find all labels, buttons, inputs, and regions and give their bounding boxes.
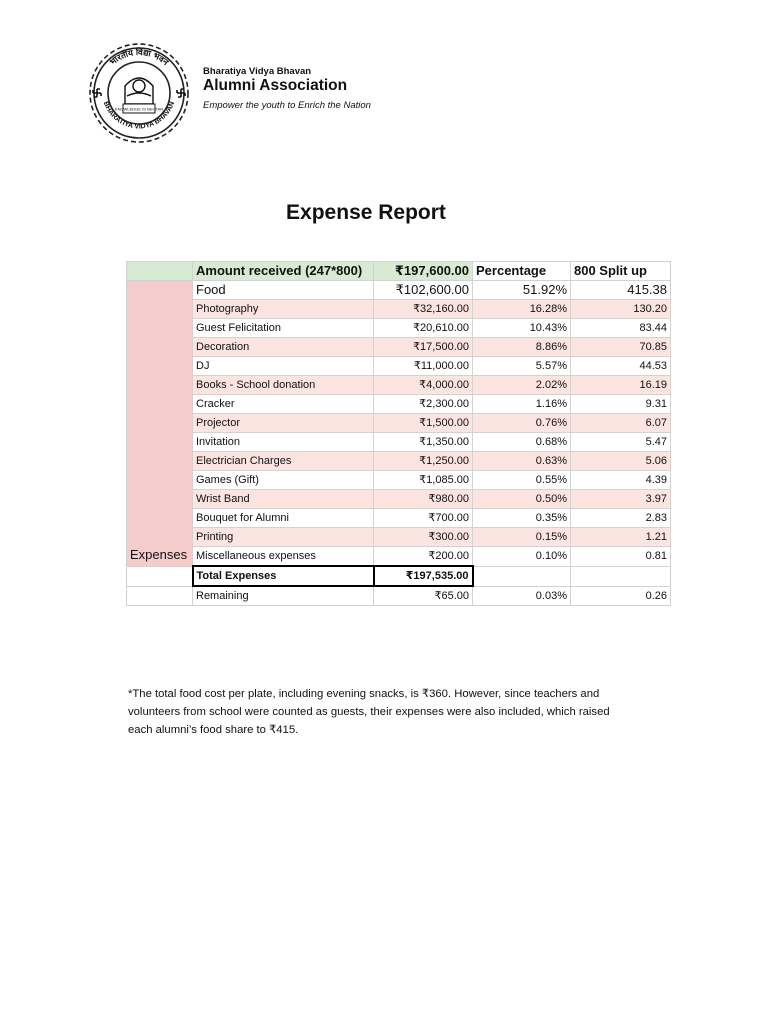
row-amount: ₹1,350.00 xyxy=(374,433,473,452)
table-row xyxy=(127,433,671,452)
row-item: Guest Felicitation xyxy=(193,319,374,338)
row-percentage: 0.68% xyxy=(473,433,571,452)
total-split-empty xyxy=(571,566,671,586)
table-row xyxy=(127,357,671,376)
logo-ribbon-text: KNOWLEDGE IS NECTAR xyxy=(114,106,164,112)
row-percentage: 0.10% xyxy=(473,547,571,567)
table-row xyxy=(127,528,671,547)
remaining-blank-cell xyxy=(127,586,193,606)
row-item: Wrist Band xyxy=(193,490,374,509)
table-row xyxy=(127,338,671,357)
remaining-amount: ₹65.00 xyxy=(374,586,473,606)
tagline: Empower the youth to Enrich the Nation xyxy=(203,100,371,111)
row-percentage: 5.57% xyxy=(473,357,571,376)
logo-top-text: भारतीय विद्या भवन xyxy=(107,46,171,68)
row-percentage: 0.50% xyxy=(473,490,571,509)
row-amount: ₹1,500.00 xyxy=(374,414,473,433)
bvb-logo xyxy=(83,42,195,144)
logo-bottom-text: BHARATIYA VIDYA BHAVAN xyxy=(101,100,177,131)
header-split-up: 800 Split up xyxy=(571,262,671,281)
row-item: Electrician Charges xyxy=(193,452,374,471)
row-percentage: 0.55% xyxy=(473,471,571,490)
row-item: Invitation xyxy=(193,433,374,452)
row-amount: ₹980.00 xyxy=(374,490,473,509)
row-amount: ₹17,500.00 xyxy=(374,338,473,357)
row-item: Food xyxy=(193,281,374,300)
row-split: 9.31 xyxy=(571,395,671,414)
report-title: Expense Report xyxy=(286,201,446,224)
org-name: Bharatiya Vidya Bhavan xyxy=(203,66,312,77)
row-item: Bouquet for Alumni xyxy=(193,509,374,528)
row-split: 130.20 xyxy=(571,300,671,319)
row-amount: ₹20,610.00 xyxy=(374,319,473,338)
table-row xyxy=(127,490,671,509)
row-split: 70.85 xyxy=(571,338,671,357)
row-percentage: 16.28% xyxy=(473,300,571,319)
row-split: 3.97 xyxy=(571,490,671,509)
row-percentage: 1.16% xyxy=(473,395,571,414)
remaining-row xyxy=(127,586,671,606)
row-percentage: 0.15% xyxy=(473,528,571,547)
row-percentage: 0.76% xyxy=(473,414,571,433)
table-row xyxy=(127,471,671,490)
row-percentage: 2.02% xyxy=(473,376,571,395)
row-amount: ₹102,600.00 xyxy=(374,281,473,300)
row-split: 0.81 xyxy=(571,547,671,567)
footnote: *The total food cost per plate, including evening snacks, is ₹360. However, since teachers and volunteers from school were counted as guests, their expenses were also included, which raised each alumni’s food share to ₹415. xyxy=(128,688,610,736)
expenses-side-label: Expenses xyxy=(127,281,193,567)
table-header-row xyxy=(127,262,671,281)
table-row xyxy=(127,376,671,395)
row-amount: ₹1,085.00 xyxy=(374,471,473,490)
row-amount: ₹1,250.00 xyxy=(374,452,473,471)
row-split: 4.39 xyxy=(571,471,671,490)
remaining-split: 0.26 xyxy=(571,586,671,606)
table-row xyxy=(127,414,671,433)
total-label: Total Expenses xyxy=(193,566,374,586)
header-amount-value: ₹197,600.00 xyxy=(374,262,473,281)
expense-table xyxy=(126,261,671,606)
row-percentage: 0.63% xyxy=(473,452,571,471)
row-percentage: 10.43% xyxy=(473,319,571,338)
row-split: 5.06 xyxy=(571,452,671,471)
row-item: Miscellaneous expenses xyxy=(193,547,374,567)
row-item: Games (Gift) xyxy=(193,471,374,490)
row-amount: ₹11,000.00 xyxy=(374,357,473,376)
remaining-label: Remaining xyxy=(193,586,374,606)
row-split: 83.44 xyxy=(571,319,671,338)
row-split: 16.19 xyxy=(571,376,671,395)
row-amount: ₹32,160.00 xyxy=(374,300,473,319)
row-item: Cracker xyxy=(193,395,374,414)
table-row xyxy=(127,300,671,319)
table-row xyxy=(127,395,671,414)
row-split: 1.21 xyxy=(571,528,671,547)
association-name: Alumni Association xyxy=(203,77,348,94)
table-row xyxy=(127,452,671,471)
table-row xyxy=(127,281,671,300)
row-amount: ₹300.00 xyxy=(374,528,473,547)
row-item: DJ xyxy=(193,357,374,376)
svg-text:भारतीय विद्या भवन xyxy=(108,47,172,68)
row-split: 415.38 xyxy=(571,281,671,300)
total-blank-cell xyxy=(127,566,193,586)
header-corner-cell xyxy=(127,262,193,281)
row-item: Projector xyxy=(193,414,374,433)
row-percentage: 51.92% xyxy=(473,281,571,300)
table-row xyxy=(127,547,671,567)
row-amount: ₹2,300.00 xyxy=(374,395,473,414)
row-split: 44.53 xyxy=(571,357,671,376)
remaining-percentage: 0.03% xyxy=(473,586,571,606)
row-item: Books - School donation xyxy=(193,376,374,395)
row-item: Printing xyxy=(193,528,374,547)
total-amount: ₹197,535.00 xyxy=(374,566,473,586)
row-item: Photography xyxy=(193,300,374,319)
total-row xyxy=(127,566,671,586)
total-percentage-empty xyxy=(473,566,571,586)
row-percentage: 8.86% xyxy=(473,338,571,357)
header-amount-received: Amount received (247*800) xyxy=(193,262,374,281)
row-split: 2.83 xyxy=(571,509,671,528)
row-percentage: 0.35% xyxy=(473,509,571,528)
row-split: 6.07 xyxy=(571,414,671,433)
row-amount: ₹4,000.00 xyxy=(374,376,473,395)
table-row xyxy=(127,319,671,338)
row-amount: ₹200.00 xyxy=(374,547,473,567)
row-split: 5.47 xyxy=(571,433,671,452)
table-row xyxy=(127,509,671,528)
row-item: Decoration xyxy=(193,338,374,357)
header-percentage: Percentage xyxy=(473,262,571,281)
row-amount: ₹700.00 xyxy=(374,509,473,528)
